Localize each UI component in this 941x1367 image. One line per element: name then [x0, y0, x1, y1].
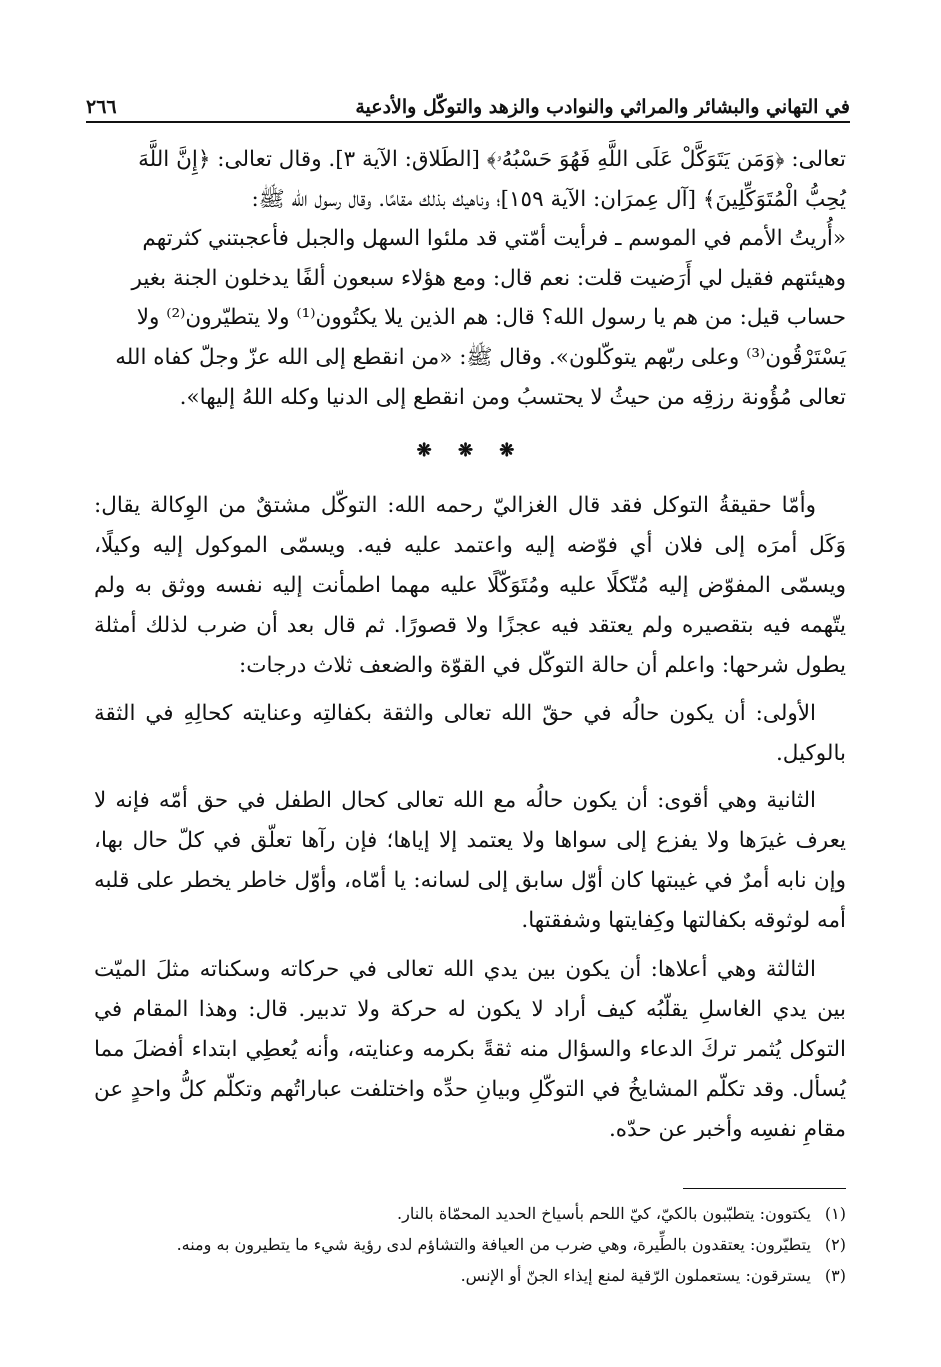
paragraph-first-degree: الأولى: أن يكون حالُه في حقّ الله تعالى والثقة بكفالتِه وعنايته كحالِهِ في الثقة بالوكيل.	[94, 701, 846, 766]
intro-line: تعالى مُؤُونة رزقِه من حيثُ لا يحتسبُ ومن انقطع إلى الدنيا وكله اللهُ إليها».	[179, 384, 846, 410]
footnote-item	[98, 1198, 846, 1229]
footnotes	[98, 1198, 846, 1291]
intro-line: يُحِبُّ الْمُتَوَكِّلِينَ﴾ [آل عِمرَان: الآية ١٥٩]؛ وناهيك بذلك مقامًا. وقال رسول الله ﷺ:	[251, 186, 846, 212]
footnote-text: يكتوون: يتطبّبون بالكيّ، كيّ اللحم بأسياخ الحديد المحمّاة بالنار.	[397, 1204, 811, 1223]
intro-line: يَسْتَرْقُون⁽³⁾ وعلى ربّهم يتوكّلون». وقال ﷺ: «من انقطع إلى الله عزّ وجلّ كفاه الله	[115, 344, 846, 370]
paragraph-second-degree: الثانية وهي أقوى: أن يكون حالُه مع الله تعالى كحال الطفل في حق أمّه فإنه لا يعرف غيرَها ولا يفزع إلى سواها ولا يعتمد إلا إياها؛ فإن رآها تعلّق في كلّ حال بها، وإن نابه أمرٌ في غيبتها كان أوّل سابق إلى لسانه: يا أمّاه، وأوّل خاطر يخطر على قلبه أمه لوثوقه بكفالتها وكِفايتها وشفقتها.	[94, 788, 846, 933]
intro-line: تعالى: ﴿وَمَن يَتَوَكَّلْ عَلَى اللَّهِ فَهُوَ حَسْبُهُۥ﴾ [الطَلاق: الآية ٣]. وقال تعالى: ﴿إِنَّ اللَّهَ	[138, 147, 846, 172]
page-number: ٢٦٦	[86, 96, 117, 118]
intro-line: «أُريتُ الأمم في الموسم ـ فرأيت أمّتي قد ملئوا السهل والجبل فأعجبتني كثرتهم	[142, 226, 846, 252]
footnote-item	[98, 1260, 846, 1291]
paragraph-tawakkul-definition: وأمّا حقيقةُ التوكل فقد قال الغزاليّ رحمه الله: التوكّل مشتقٌ من الوِكالة يقال: وَكَل أمرَه إلى فلان أي فوّضه إليه واعتمد عليه فيه. ويسمّى الموكول إليه وكيلًا، ويسمّى المفوّض إليه مُتّكلًا عليه ومُتَوَكّلًا عليه مهما اطمأنت إليه نفسه ووثق به ولم يتّهمه فيه بتقصيره ولم يعتقد فيه عجزًا ولا قصورًا. ثم قال بعد أن ضرب لذلك أمثلة يطول شرحها: واعلم أن حالة التوكّل في القوّة والضعف ثلاث درجات:	[94, 493, 846, 678]
paragraph-third-degree: الثالثة وهي أعلاها: أن يكون بين يدي الله تعالى في حركاته وسكناته مثلَ الميّت بين يدي الغاسلِ يقلّبُه كيف أراد لا يكون له حركة ولا تدبير. قال: وهذا المقام في التوكل يُثمر تركَ الدعاء والسؤال منه ثقةً بكرمه وعنايته، وأنه يُعطِي ابتداء أفضلَ مما يُسأل. وقد تكلّم المشايخُ في التوكّلِ وبيانِ حدِّه واختلفت عباراتُهم وتكلّم كلُّ واحدٍ عن مقامِ نفسِه وأخبر عن حدّه.	[94, 957, 846, 1142]
running-title: في التهاني والبشائر والمراثي والنوادب والزهد والتوكّل والأدعية	[355, 96, 850, 118]
footnote-number: (٣)	[824, 1266, 846, 1285]
footnote-text: يتطيّرون: يعتقدون بالطِّيرة، وهي ضرب من العيافة والتشاؤم لدى رؤية شيء ما يتطيرون به ومنه.	[176, 1235, 811, 1254]
footnote-number: (٢)	[824, 1235, 846, 1254]
header-rule	[86, 121, 850, 123]
footnote-number: (١)	[824, 1204, 846, 1223]
intro-line: حساب قيل: من هم يا رسول الله؟ قال: هم الذين يلا يكتُوون⁽¹⁾ ولا يتطيّرون⁽²⁾ ولا	[136, 305, 846, 331]
footnote-item	[98, 1229, 846, 1260]
intro-line: وهيئتهم فقيل لي أَرَضيت قلت: نعم قال: ومع هؤلاء سبعون ألفًا يدخلون الجنة بغير	[131, 265, 846, 291]
section-separator: ❋ ❋ ❋	[416, 440, 525, 461]
footnote-rule	[683, 1188, 846, 1189]
page-header	[86, 82, 850, 118]
intro-passage	[94, 140, 846, 417]
footnote-text: يسترقون: يستعملون الرّقية لمنع إيذاء الجنّ أو الإنس.	[460, 1266, 811, 1285]
